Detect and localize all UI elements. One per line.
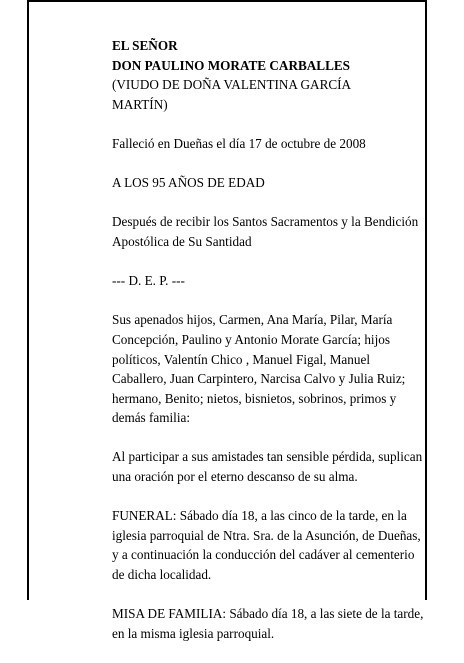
family-paragraph: Sus apenados hijos, Carmen, Ana María, Pilar, María Concepción, Paulino y Antonio Morate García; hijos políticos, Valentín Chico , Manuel Figal, Manuel Caballero, Juan Carpintero, Narcisa Calvo y Julia Ruiz; hermano, Benito; nietos, bisnietos, sobrinos, primos y demás familia: [112,312,406,426]
obituary-text [112,36,424,663]
funeral-paragraph: FUNERAL: Sábado día 18, a las cinco de la tarde, en la iglesia parroquial de Ntra. Sra. de la Asunción, de Dueñas, y a continuación la conducción del cadáver al cementerio de dicha localidad. [112,508,421,583]
family-mass-paragraph: MISA DE FAMILIA: Sábado día 18, a las siete de la tarde, en la misma iglesia parroquial. [112,606,424,641]
deceased-name: DON PAULINO MORATE CARBALLES [112,57,351,73]
sacraments-paragraph: Después de recibir los Santos Sacramentos y la Bendición Apostólica de Su Santidad [112,214,419,249]
widower-note-cont: MARTÍN) [112,96,168,112]
death-notice: Falleció en Dueñas el día 17 de octubre de 2008 [112,135,366,151]
age-line: A LOS 95 AÑOS DE EDAD [112,175,265,191]
request-paragraph: Al participar a sus amistades tan sensible pérdida, suplican una oración por el eterno descanso de su alma. [112,449,423,485]
deceased-header [112,36,424,114]
header-title: EL SEÑOR [112,38,178,53]
widower-note: (VIUDO DE DOÑA VALENTINA GARCÍA [112,77,352,93]
rip-line: --- D. E. P. --- [112,273,185,289]
